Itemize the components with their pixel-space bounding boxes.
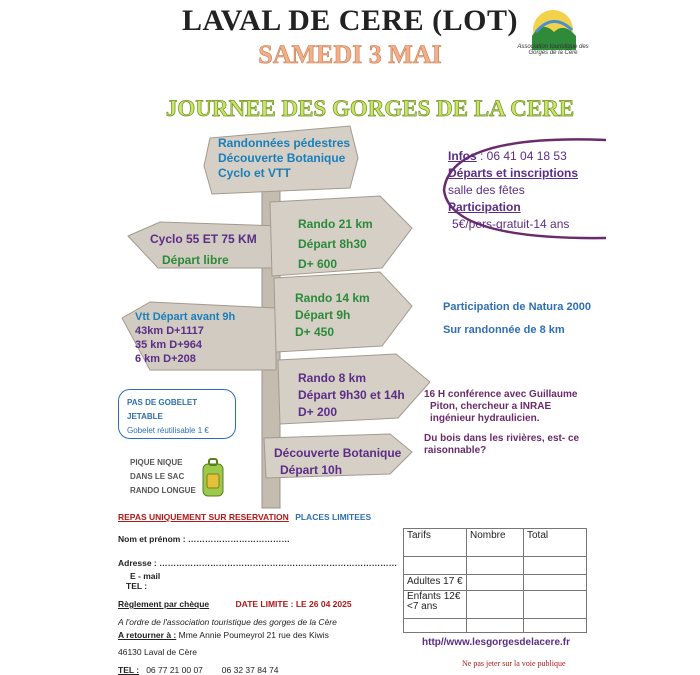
cp-text: 46130 Laval de Cère bbox=[118, 647, 197, 657]
sign-botanique-line: Départ 10h bbox=[280, 463, 343, 477]
participation-label: Participation bbox=[448, 200, 521, 214]
infos-phone: : 06 41 04 18 53 bbox=[476, 149, 567, 163]
places-label: PLACES LIMITEES bbox=[295, 512, 372, 522]
website-link[interactable]: http//www.lesgorgesdelacere.fr bbox=[422, 637, 571, 648]
pique-line: PIQUE NIQUE bbox=[130, 458, 183, 467]
sign-vtt-line: 35 km D+964 bbox=[135, 339, 202, 351]
conference-block bbox=[424, 389, 579, 457]
reservation-form bbox=[118, 512, 397, 675]
sign-rando14-line: Départ 9h bbox=[295, 308, 351, 322]
sign-rando21-line: Rando 21 km bbox=[298, 217, 373, 231]
tarif-cell bbox=[524, 575, 587, 591]
sign-rando21 bbox=[298, 214, 373, 274]
sign-rando8-line: Départ 9h30 et 14h bbox=[298, 388, 405, 402]
conference-line: raisonnable? bbox=[424, 445, 487, 456]
nom-field: Nom et prénom : ……………………………… bbox=[118, 534, 290, 544]
sign-vtt bbox=[135, 310, 235, 366]
tarif-row-label: Adultes 17 € bbox=[404, 575, 467, 591]
tarif-cell bbox=[467, 557, 524, 575]
sign-rando21-line: Départ 8h30 bbox=[298, 237, 367, 251]
sign-top-line: Découverte Botanique bbox=[218, 151, 346, 165]
tarif-cell bbox=[404, 619, 467, 633]
tel2-value: 06 77 21 00 07 06 32 37 84 74 bbox=[141, 665, 279, 675]
sign-botanique-line: Découverte Botanique bbox=[274, 446, 402, 460]
natura-block bbox=[443, 296, 591, 342]
tarif-cell bbox=[404, 557, 467, 575]
tarif-header: Total bbox=[524, 529, 587, 557]
departs-label: Départs et inscriptions bbox=[448, 166, 579, 180]
sign-top-line: Cyclo et VTT bbox=[218, 166, 291, 180]
departs-place: salle des fêtes bbox=[448, 183, 525, 197]
sign-cyclo-title: Cyclo 55 ET 75 KM bbox=[150, 232, 257, 246]
sign-rando8-line: D+ 200 bbox=[298, 405, 338, 419]
event-title: JOURNEE DES GORGES DE LA CERE bbox=[165, 96, 575, 121]
gobelet-notice bbox=[118, 389, 236, 439]
title-location: LAVAL DE CERE (LOT) bbox=[182, 4, 518, 37]
gobelet-line: Gobelet réutilisable 1 € bbox=[127, 426, 209, 435]
tel2-label: TEL : bbox=[118, 665, 140, 675]
reglement-label: Règlement par chèque bbox=[118, 599, 210, 609]
pique-line: RANDO LONGUE bbox=[130, 486, 196, 495]
tarif-cell bbox=[467, 575, 524, 591]
date-limite: DATE LIMITE : LE 26 04 2025 bbox=[235, 599, 352, 609]
tarif-cell bbox=[524, 557, 587, 575]
title-date: SAMEDI 3 MAI bbox=[258, 40, 442, 69]
ordre-text: A l'ordre de l'association touristique des gorges de la Cère bbox=[118, 617, 337, 627]
sign-rando14-line: Rando 14 km bbox=[295, 291, 370, 305]
retourner-label: A retourner à : bbox=[118, 630, 177, 640]
sign-vtt-line: Vtt Départ avant 9h bbox=[135, 311, 236, 323]
pique-line: DANS LE SAC bbox=[130, 472, 185, 481]
adresse-field: Adresse : ………………………………………………………………………… bbox=[118, 558, 398, 568]
sign-top bbox=[218, 136, 350, 181]
tarif-cell bbox=[467, 591, 524, 619]
conference-line: ingénieur hydraulicien. bbox=[430, 413, 540, 424]
sign-rando8 bbox=[298, 370, 405, 421]
sign-top-line: Randonnées pédestres bbox=[218, 136, 351, 150]
sign-vtt-line: 43km D+1117 bbox=[135, 325, 204, 337]
natura-line: Participation de Natura 2000 bbox=[443, 301, 591, 313]
participation-value: 5€/pers-gratuit-14 ans bbox=[452, 217, 570, 231]
conference-line: 16 H conférence avec Guillaume bbox=[424, 389, 578, 400]
pique-nique bbox=[130, 456, 196, 498]
natura-line: Sur randonnée de 8 km bbox=[443, 324, 565, 336]
conference-line: Piton, chercheur a INRAE bbox=[430, 401, 552, 412]
tarif-cell bbox=[524, 619, 587, 633]
tarif-header: Tarifs bbox=[404, 529, 467, 557]
tarif-cell bbox=[524, 591, 587, 619]
repas-label: REPAS UNIQUEMENT SUR RESERVATION bbox=[118, 512, 289, 522]
retourner-value: Mme Annie Poumeyrol 21 rue des Kiwis bbox=[178, 630, 329, 640]
ne-pas-jeter: Ne pas jeter sur la voie publique bbox=[462, 659, 566, 668]
sign-rando14-line: D+ 450 bbox=[295, 325, 335, 339]
logo-text: Association touristique des Gorges de la Cère bbox=[517, 44, 589, 56]
sign-botanique bbox=[274, 445, 401, 479]
gobelet-line: PAS DE GOBELET JETABLE bbox=[127, 398, 198, 421]
tarif-table bbox=[403, 528, 587, 633]
sign-rando8-line: Rando 8 km bbox=[298, 371, 367, 385]
backpack-icon bbox=[200, 458, 226, 500]
sign-rando21-line: D+ 600 bbox=[298, 257, 338, 271]
sign-rando14 bbox=[295, 290, 370, 341]
tarif-header: Nombre bbox=[467, 529, 524, 557]
tel-field: TEL : bbox=[126, 581, 148, 591]
email-field: E - mail bbox=[130, 571, 161, 581]
sign-vtt-line: 6 km D+208 bbox=[135, 353, 196, 365]
conference-line: Du bois dans les rivières, est- ce bbox=[424, 433, 580, 444]
infos-label: Infos bbox=[448, 149, 477, 163]
info-block bbox=[448, 148, 578, 233]
tarif-cell bbox=[467, 619, 524, 633]
sign-cyclo-depart: Départ libre bbox=[162, 253, 229, 267]
tarif-row-label: Enfants 12€ <7 ans bbox=[404, 591, 467, 619]
